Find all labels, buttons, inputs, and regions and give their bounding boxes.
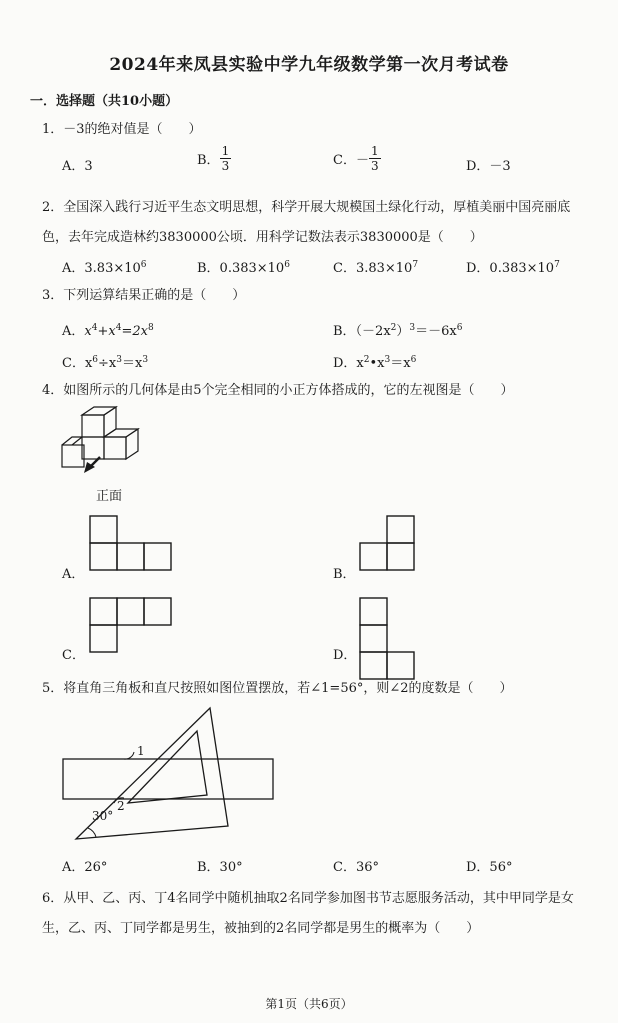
q1-b-denominator: 3 — [221, 159, 230, 173]
q2-a-exponent: 6 — [140, 260, 147, 270]
q3-a-plus: +x — [97, 324, 116, 339]
q1-option-c — [333, 145, 381, 172]
q3-option-c — [62, 352, 148, 371]
q4-cube-figure — [60, 405, 160, 485]
q3-d-exp3: 6 — [410, 355, 417, 365]
q2-option-a — [62, 257, 147, 276]
exam-title: 2024年来凤县实验中学九年级数学第一次月考试卷 — [109, 55, 509, 75]
q3-a-eq: =2x — [121, 324, 148, 339]
q2-b-exponent: 6 — [284, 260, 290, 270]
q3-option-a — [62, 320, 154, 339]
q3-option-d — [333, 352, 416, 371]
q1-b-numerator: 1 — [221, 144, 230, 158]
q3-a-label: A． — [62, 324, 85, 339]
q3-b-label: B．（－2x — [333, 324, 391, 339]
q6-stem: 6．从甲、乙、丙、丁4名同学中随机抽取2名同学参加图书节志愿服务活动，其中甲同学是女生，乙、丙、丁同学都是男生，被抽到的2名同学都是男生的概率为（ ） — [42, 891, 574, 936]
q3-b-exp1: 2 — [390, 323, 397, 333]
q2-b-base: B．0.383×10 — [197, 261, 285, 276]
q1-c-numerator: 1 — [370, 144, 379, 158]
q3-a-exp2: 4 — [115, 323, 122, 333]
q1-option-c-sign: － — [355, 153, 369, 168]
q5-option-c: C．36° — [333, 860, 379, 875]
q4-option-c-label: C． — [62, 648, 85, 663]
q1-option-a: A．3 — [62, 159, 93, 174]
page-footer: 第1页（共6页） — [265, 997, 353, 1011]
q5-triangle-inner — [128, 731, 207, 803]
q5-triangle-ruler-figure — [60, 705, 280, 845]
q3-b-eq: ＝－6x — [415, 324, 457, 339]
q2-c-base: C．3.83×10 — [333, 261, 413, 276]
q3-d-label: D．x — [333, 356, 364, 371]
q3-d-mid: •x — [369, 356, 385, 371]
q3-c-label: C．x — [62, 356, 93, 371]
q4-option-d-label: D． — [333, 648, 357, 663]
q3-a-x: x — [84, 324, 92, 339]
q3-b-exp3: 6 — [456, 323, 463, 333]
q2-c-exponent: 7 — [412, 260, 419, 270]
q3-c-mid: ÷x — [98, 356, 117, 371]
q2-a-base: A．3.83×10 — [62, 261, 141, 276]
q4-option-d-view — [360, 598, 416, 680]
q3-b-mid: ） — [396, 324, 410, 339]
q1-option-b-fraction — [220, 145, 232, 172]
q3-c-exp2: 3 — [116, 355, 122, 365]
q3-a-exp3: 8 — [147, 323, 154, 333]
q4-option-b-label: B． — [333, 567, 356, 582]
q2-stem: 2．全国深入践行习近平生态文明思想，科学开展大规模国土绿化行动，厚植美丽中国亮丽底色，去年完成造林约3830000公顷．用科学记数法表示3830000是（ ） — [42, 200, 571, 245]
q3-d-eq: ＝x — [390, 356, 411, 371]
q4-option-a-view — [90, 516, 172, 572]
q5-stem: 5．将直角三角板和直尺按照如图位置摆放，若∠1=56°，则∠2的度数是（ ） — [42, 681, 513, 696]
q5-option-d: D．56° — [466, 860, 513, 875]
q1-option-c-label: C． — [333, 153, 356, 168]
q4-option-a-label: A． — [62, 567, 85, 582]
q4-stem: 4．如图所示的几何体是由5个完全相同的小正方体搭成的，它的左视图是（ ） — [42, 383, 514, 398]
q1-c-denominator: 3 — [370, 159, 379, 173]
q1-option-d: D．－3 — [466, 159, 511, 174]
section-heading: 一．选择题（共10小题） — [30, 94, 179, 109]
q1-option-b-label: B． — [197, 153, 220, 168]
q3-option-b — [333, 320, 462, 339]
q5-angle-30-label: 30° — [92, 809, 114, 823]
q3-stem: 3．下列运算结果正确的是（ ） — [42, 288, 246, 303]
q3-c-exp1: 6 — [92, 355, 99, 365]
q3-b-exp2: 3 — [409, 323, 416, 333]
q4-option-b-view — [360, 516, 416, 572]
q5-angle-2-label: 2 — [117, 799, 125, 813]
q5-option-a: A．26° — [62, 860, 108, 875]
q5-ruler — [63, 759, 273, 799]
q5-option-b: B．30° — [197, 860, 243, 875]
q3-c-exp3: 3 — [142, 355, 149, 365]
q2-option-c — [333, 257, 418, 276]
q1-option-b — [197, 145, 231, 172]
q2-d-exponent: 7 — [554, 260, 560, 270]
q2-option-b — [197, 257, 290, 276]
q1-option-c-fraction — [369, 145, 381, 172]
q4-option-c-view — [90, 598, 172, 654]
q2-d-base: D．0.383×10 — [466, 261, 555, 276]
q3-d-exp2: 3 — [384, 355, 391, 365]
q5-angle-1-label: 1 — [137, 744, 145, 758]
q3-d-exp1: 2 — [363, 355, 370, 365]
q1-stem: 1．－3的绝对值是（ ） — [42, 122, 202, 137]
q2-option-d — [466, 257, 560, 276]
q4-front-label: 正面 — [96, 489, 123, 504]
q3-c-eq: ＝x — [121, 356, 143, 371]
q3-a-exp1: 4 — [91, 323, 98, 333]
